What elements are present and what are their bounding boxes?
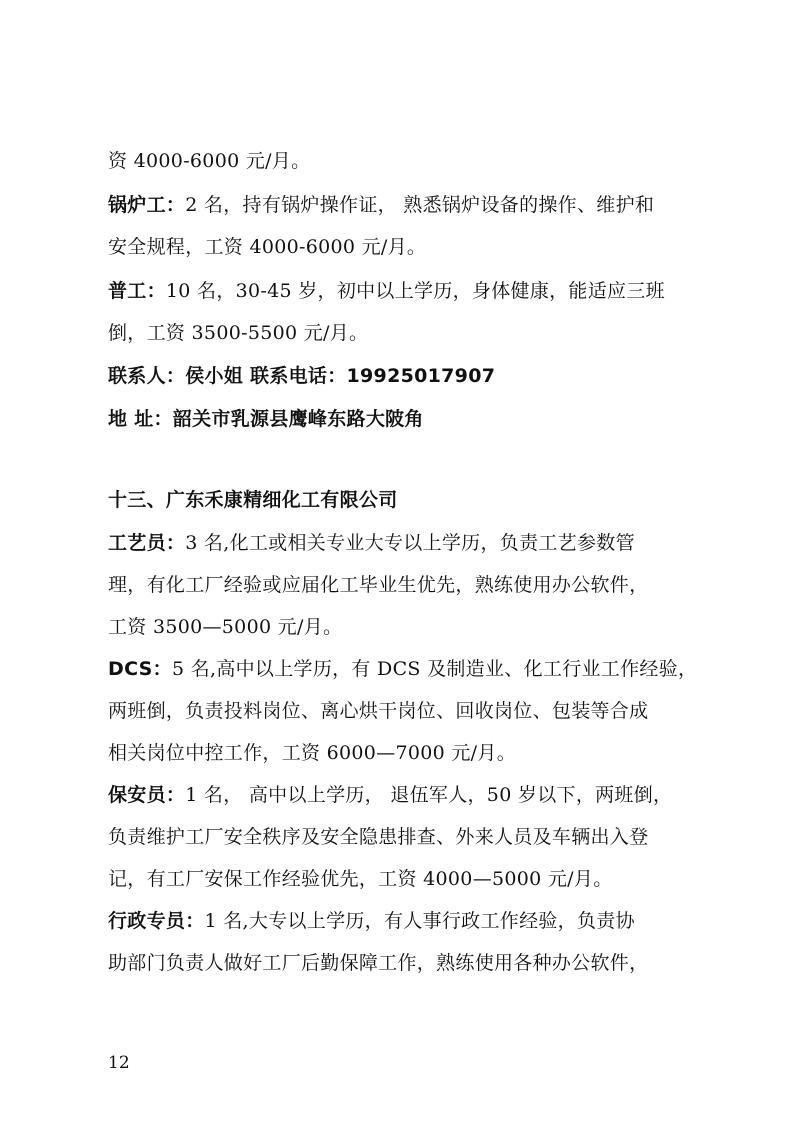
text-line: 倒，工资 3500-5500 元/月。 [108,322,369,344]
text-line: 资 4000-6000 元/月。 [108,150,311,172]
job-title: DCS： [108,658,172,680]
text-line: 记，有工厂安保工作经验优先，工资 4000—5000 元/月。 [108,868,613,890]
job-title: 保安员： [108,784,186,806]
text-line: 工资 3500—5000 元/月。 [108,616,343,638]
job-desc: 1 名,大专以上学历，有人事行政工作经验，负责协 [204,910,635,932]
job-process-engineer [108,530,635,556]
job-dcs-operator [108,656,697,682]
text-line: 理，有化工厂经验或应届化工毕业生优先，熟练使用办公软件， [108,574,649,596]
job-title: 行政专员： [108,910,205,932]
job-title: 普工： [108,280,166,302]
contact-line: 联系人：侯小姐 联系电话：19925017907 [108,365,496,387]
text-line: 相关岗位中控工作，工资 6000—7000 元/月。 [108,742,516,764]
text-line: 助部门负责人做好工厂后勤保障工作，熟练使用各种办公软件， [108,952,649,974]
job-general-worker [108,278,665,304]
text-line: 两班倒，负责投料岗位、离心烘干岗位、回收岗位、包装等合成 [108,700,649,722]
text-line: 负责维护工厂安全秩序及安全隐患排查、外来人员及车辆出入登 [108,826,649,848]
page-number: 12 [108,1053,130,1073]
job-admin-specialist [108,908,635,934]
section-title: 十三、广东禾康精细化工有限公司 [108,489,398,511]
job-title: 锅炉工： [108,194,186,216]
job-desc: 3 名,化工或相关专业大专以上学历，负责工艺参数管 [185,532,635,554]
job-desc: 10 名，30-45 岁，初中以上学历，身体健康，能适应三班 [165,280,665,302]
address-line: 地 址：韶关市乳源县鹰峰东路大陂角 [108,408,424,430]
job-boiler-worker [108,192,654,218]
job-desc: 1 名， 高中以上学历， 退伍军人，50 岁以下，两班倒， [185,784,673,806]
text-line: 安全规程，工资 4000-6000 元/月。 [108,236,427,258]
job-security-guard [108,782,672,808]
job-desc: 5 名,高中以上学历，有 DCS 及制造业、化工行业工作经验， [171,658,698,680]
job-title: 工艺员： [108,532,186,554]
job-desc: 2 名，持有锅炉操作证， 熟悉锅炉设备的操作、维护和 [185,194,655,216]
